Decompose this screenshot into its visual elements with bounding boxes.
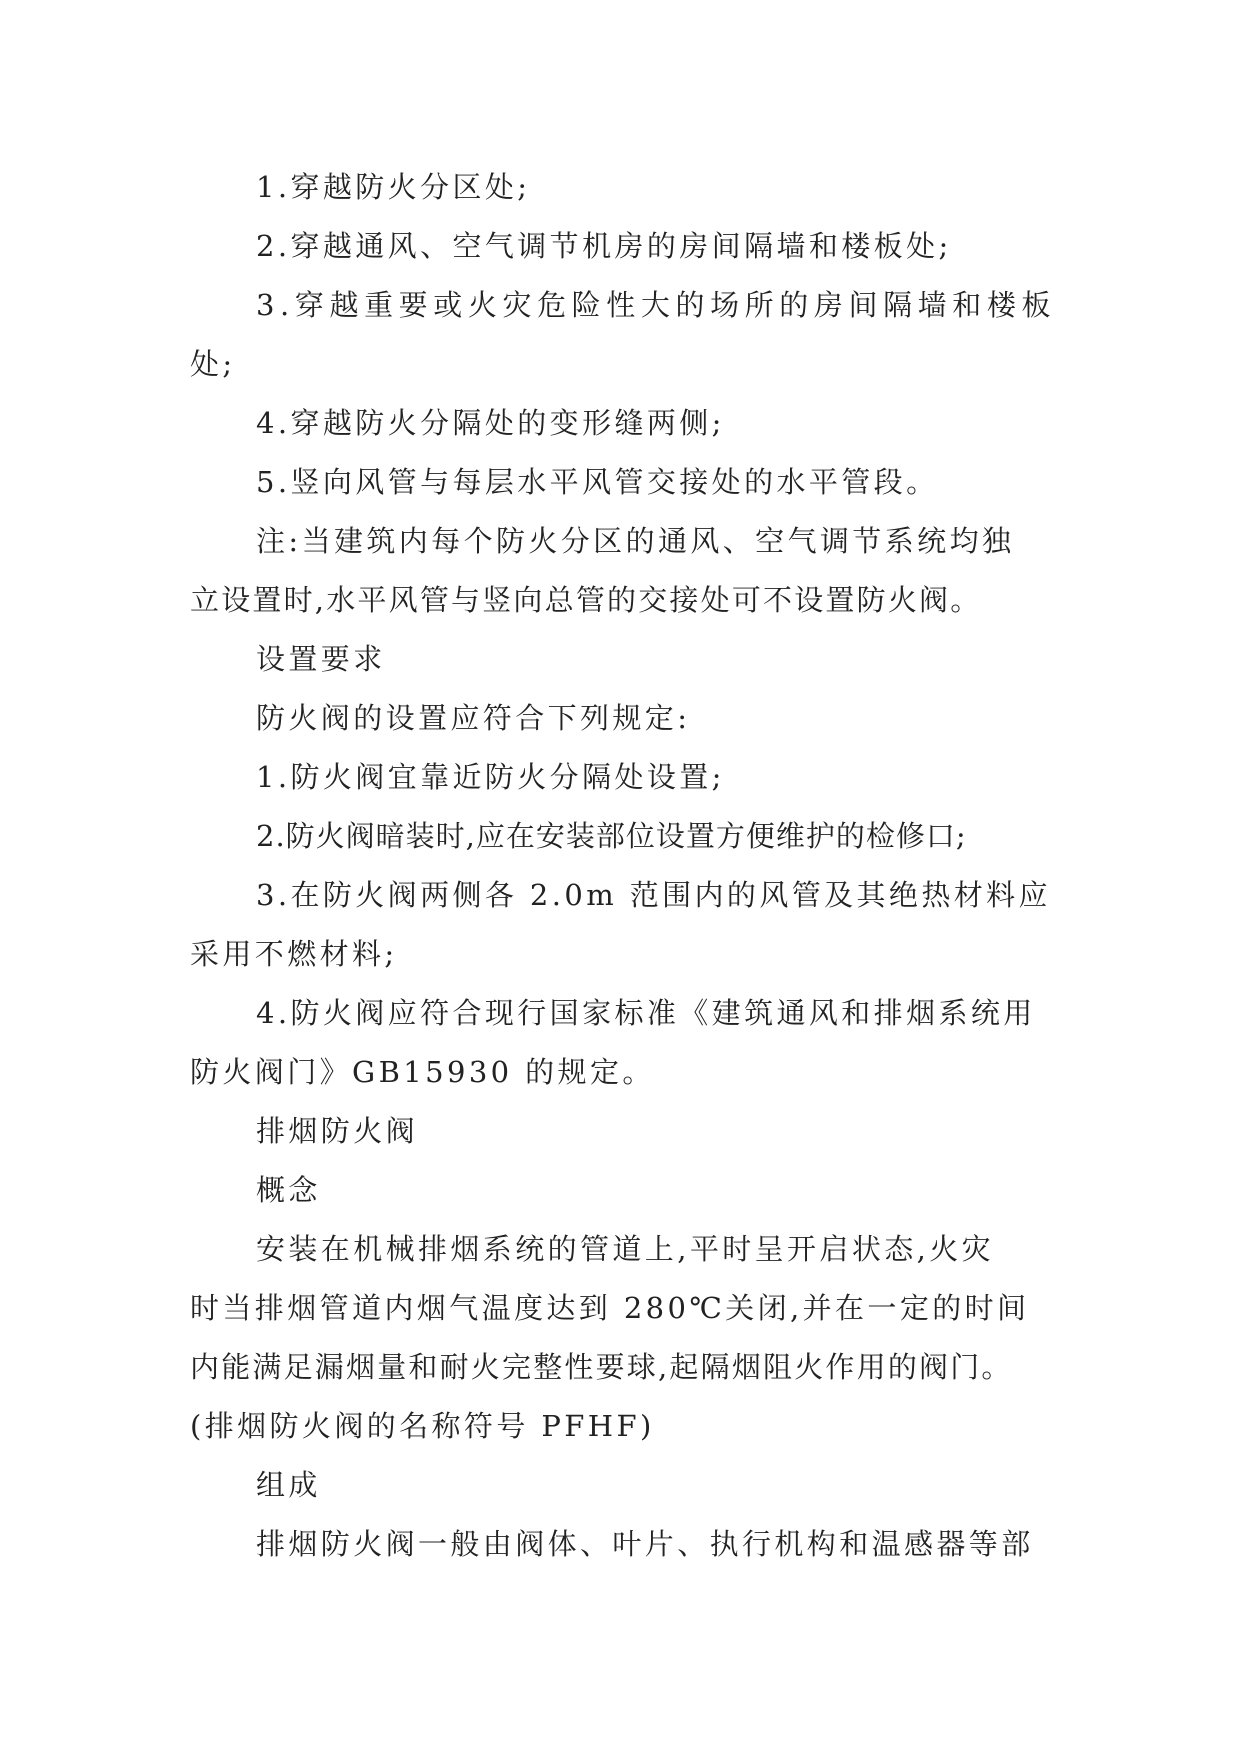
list-item: 2.防火阀暗装时,应在安装部位设置方便维护的检修口; [256,819,967,853]
paragraph-continuation: 内能满足漏烟量和耐火完整性要球,起隔烟阻火作用的阀门。 [190,1350,1013,1384]
section-heading: 设置要求 [256,642,386,676]
paragraph-continuation: 时当排烟管道内烟气温度达到 280℃关闭,并在一定的时间 [190,1291,1030,1325]
list-item: 5.竖向风管与每层水平风管交接处的水平管段。 [256,465,939,499]
paragraph: 安装在机械排烟系统的管道上,平时呈开启状态,火灾 [256,1232,995,1266]
section-heading: 概念 [256,1173,321,1207]
list-item: 2.穿越通风、空气调节机房的房间隔墙和楼板处; [256,229,952,263]
list-item: 3.穿越重要或火灾危险性大的场所的房间隔墙和楼板 [256,288,1057,322]
list-item: 4.防火阀应符合现行国家标准《建筑通风和排烟系统用 [256,996,1036,1030]
list-item-continuation: 处; [190,347,236,381]
list-item: 3.在防火阀两侧各 2.0m 范围内的风管及其绝热材料应 [256,878,1051,912]
list-item: 4.穿越防火分隔处的变形缝两侧; [256,406,725,440]
document-body [190,158,1057,1574]
section-heading: 组成 [256,1468,321,1502]
section-heading: 排烟防火阀 [256,1114,419,1148]
list-item: 1.穿越防火分区处; [256,170,531,204]
paragraph: 排烟防火阀一般由阀体、叶片、执行机构和温感器等部 [256,1527,1034,1561]
note-paragraph: 注:当建筑内每个防火分区的通风、空气调节系统均独 [256,524,1015,558]
paragraph-continuation: (排烟防火阀的名称符号 PFHF) [190,1409,655,1443]
paragraph: 防火阀的设置应符合下列规定: [256,701,691,735]
list-item-continuation: 防火阀门》GB15930 的规定。 [190,1055,655,1089]
note-paragraph-continuation: 立设置时,水平风管与竖向总管的交接处可不设置防火阀。 [190,583,982,617]
list-item-continuation: 采用不燃材料; [190,937,398,971]
list-item: 1.防火阀宜靠近防火分隔处设置; [256,760,725,794]
